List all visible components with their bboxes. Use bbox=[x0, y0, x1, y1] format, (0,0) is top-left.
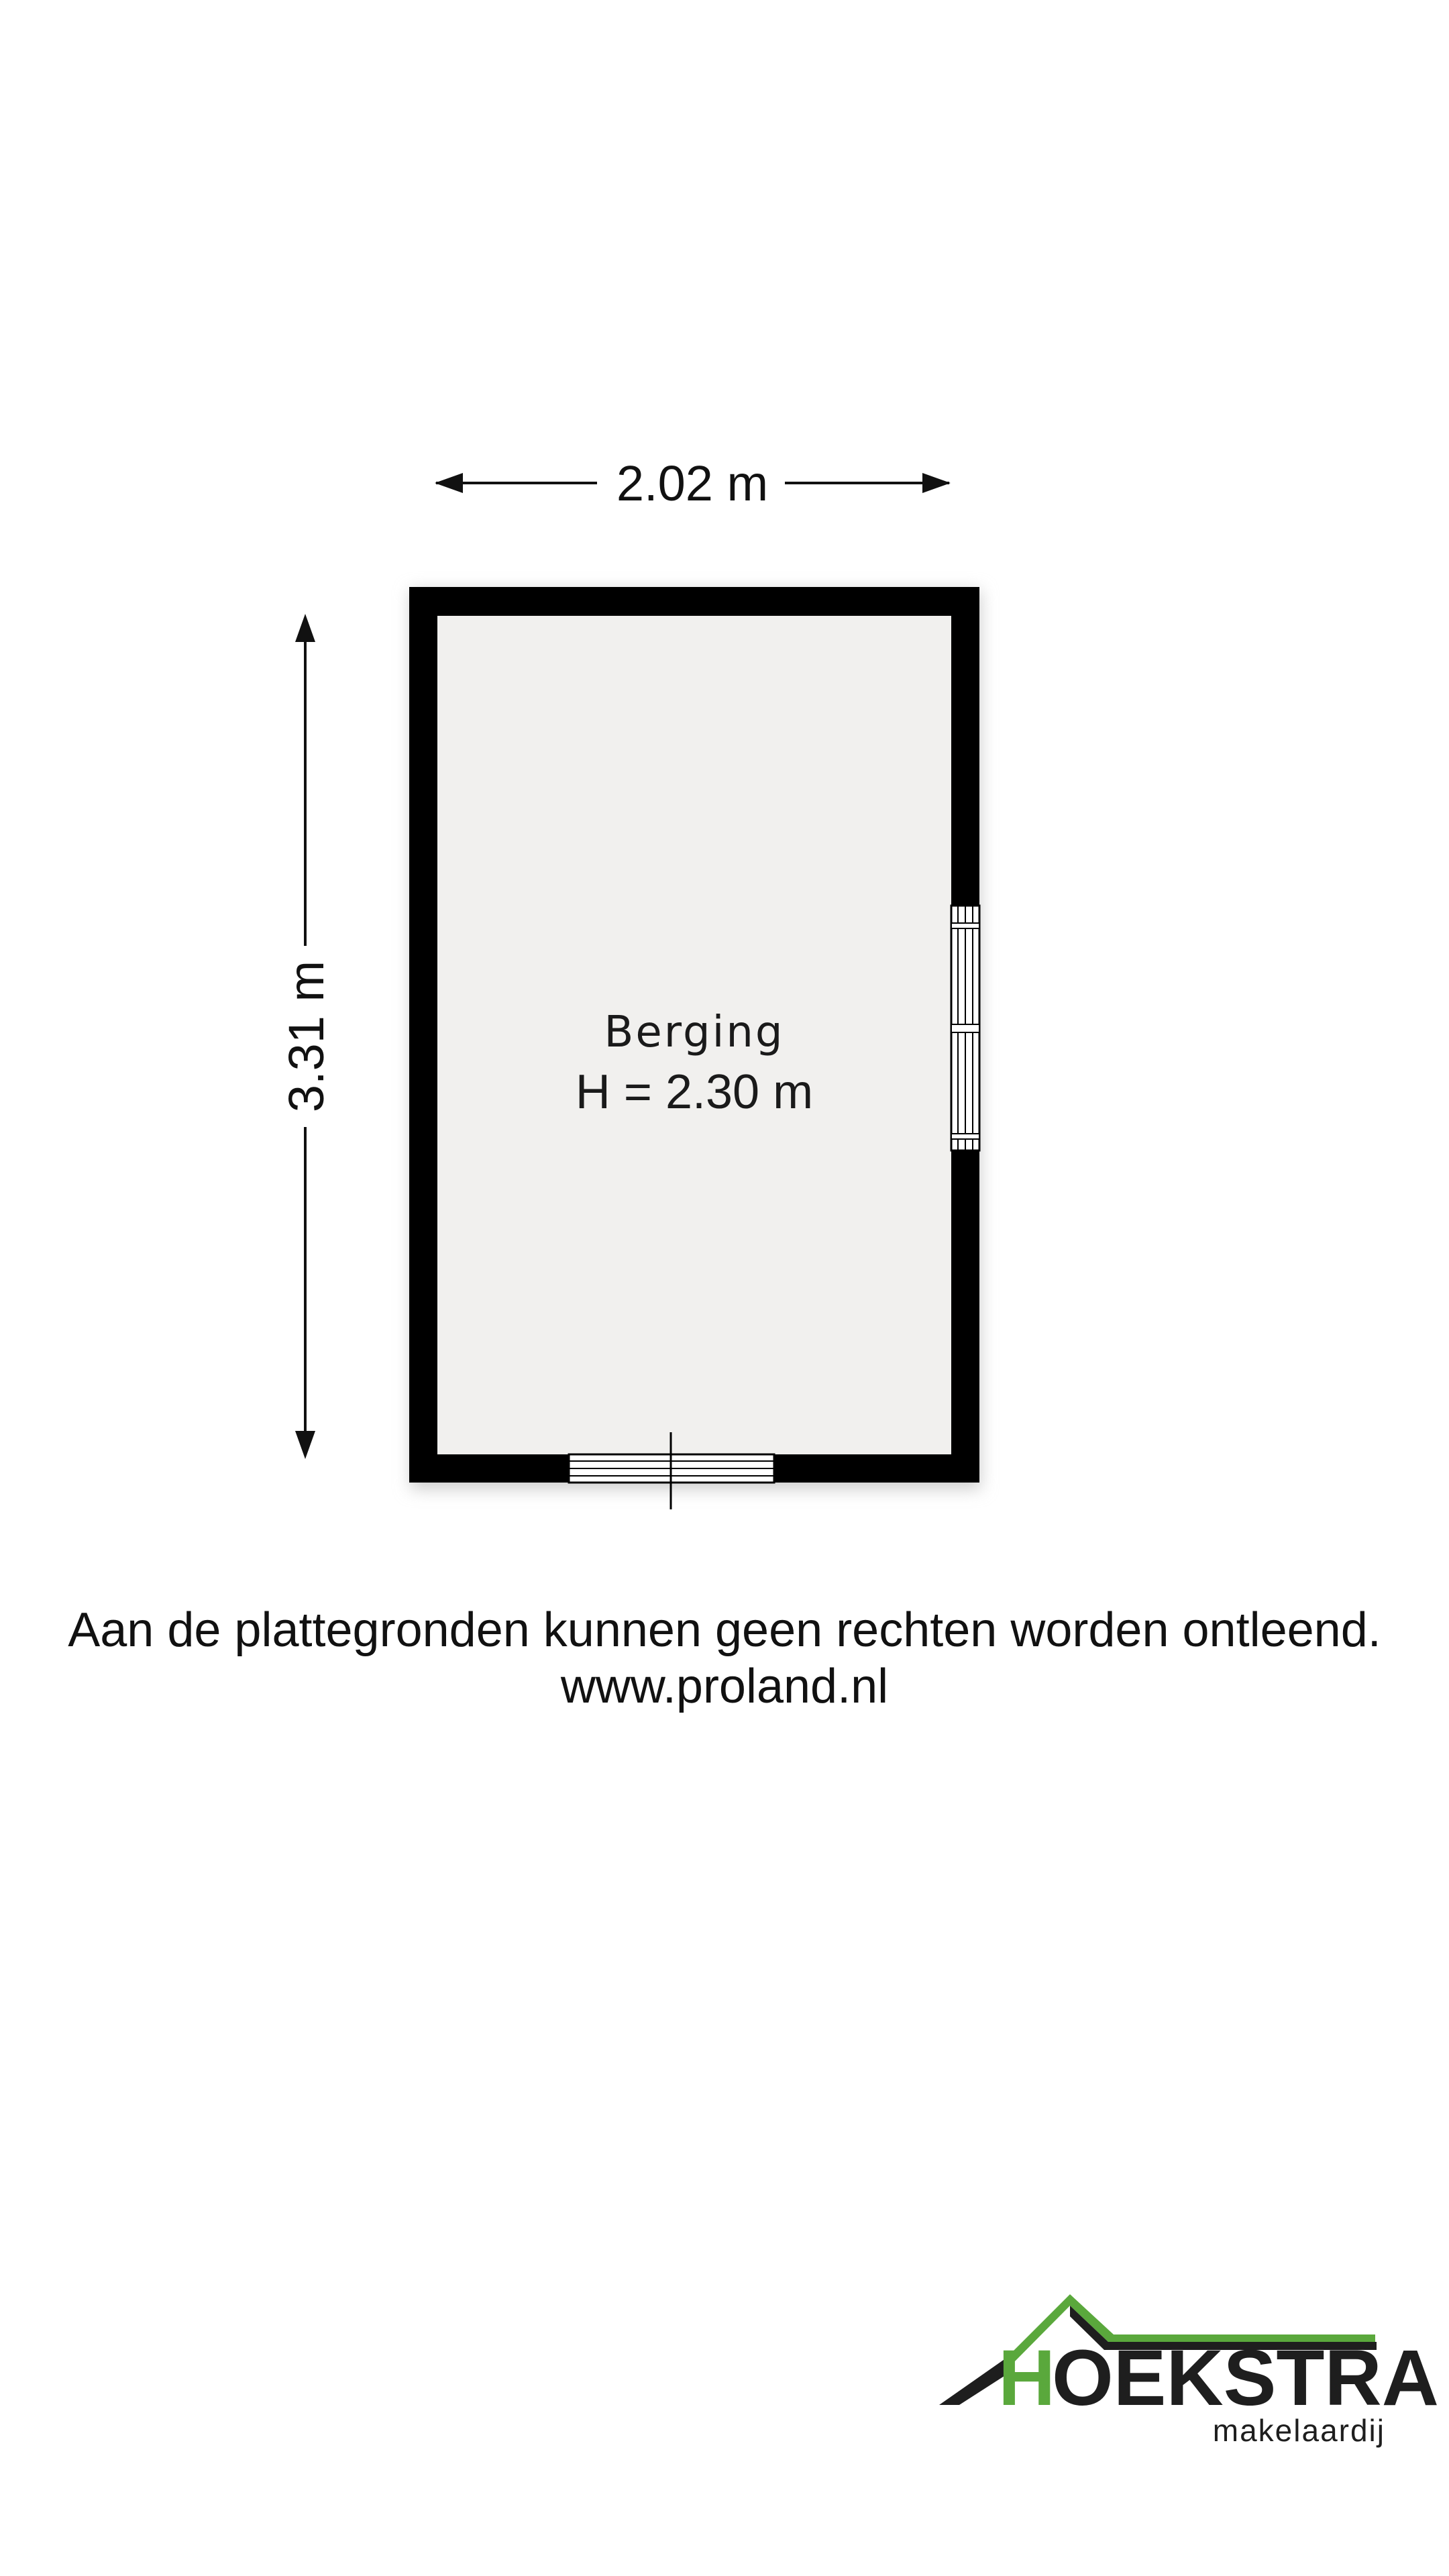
logo-subtitle: makelaardij bbox=[1212, 2413, 1385, 2448]
depth-label: 3.31 m bbox=[278, 960, 334, 1113]
room-height: H = 2.30 m bbox=[575, 1065, 814, 1119]
depth-arrowhead-top bbox=[295, 614, 315, 642]
website-text: www.proland.nl bbox=[560, 1660, 889, 1713]
disclaimer-text: Aan de plattegronden kunnen geen rechten worden ontleend. bbox=[68, 1603, 1381, 1657]
depth-dimension bbox=[278, 614, 334, 1459]
logo-word: OEKSTRA bbox=[1052, 2334, 1439, 2422]
width-arrowhead-right bbox=[922, 473, 951, 493]
width-label: 2.02 m bbox=[616, 455, 769, 511]
room-berging bbox=[409, 587, 981, 1509]
window-right bbox=[951, 906, 979, 1150]
depth-arrowhead-bottom bbox=[295, 1431, 315, 1459]
hoekstra-logo bbox=[932, 2277, 1439, 2452]
logo-initial: H bbox=[998, 2334, 1056, 2422]
room-name: Berging bbox=[604, 1008, 785, 1057]
logo-roof-dark bbox=[939, 2358, 1006, 2405]
width-dimension bbox=[435, 455, 951, 511]
width-arrowhead-left bbox=[435, 473, 463, 493]
